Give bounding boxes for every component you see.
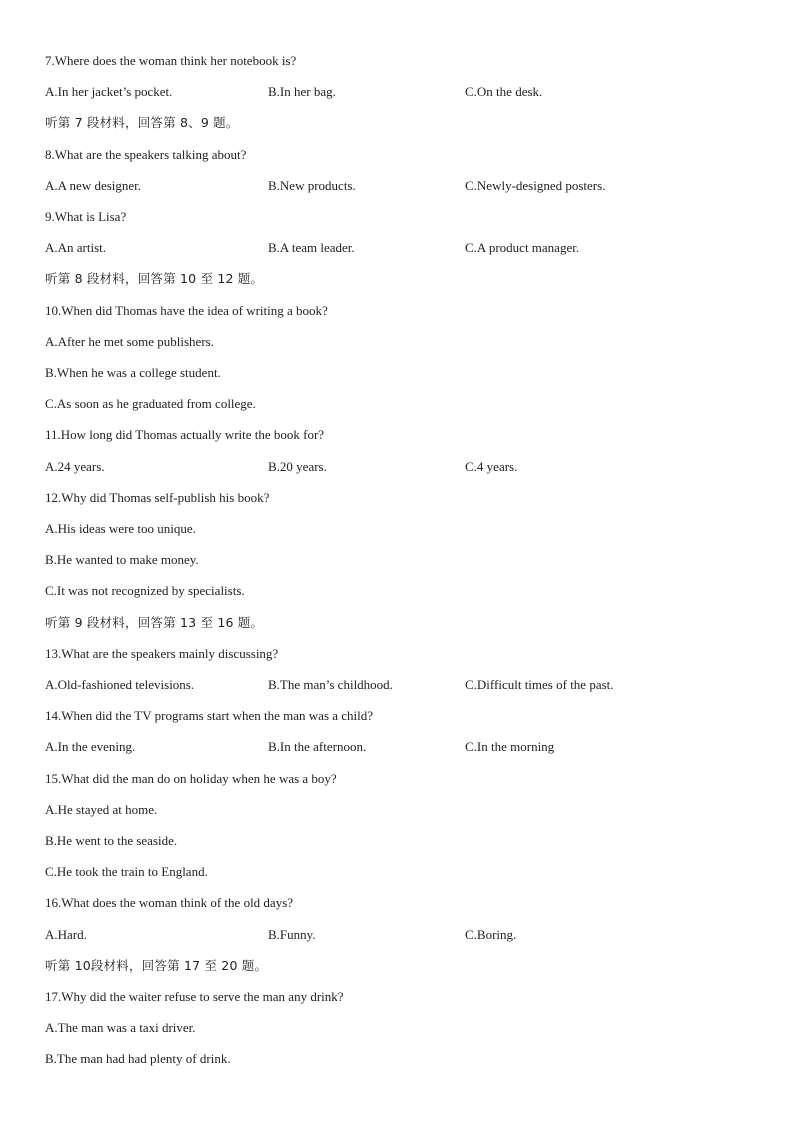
- q14-option-a: A.In the evening.: [45, 739, 136, 754]
- q7-option-c: C.On the desk.: [465, 84, 543, 99]
- q13-option-c: C.Difficult times of the past.: [465, 677, 614, 692]
- q16-option-b: B.Funny.: [268, 927, 316, 942]
- question-9-options: [45, 238, 745, 258]
- question-10: 10.When did Thomas have the idea of writing a book?: [45, 303, 328, 318]
- question-13-options: [45, 675, 745, 695]
- question-9: 9.What is Lisa?: [45, 209, 127, 224]
- q16-option-a: A.Hard.: [45, 927, 87, 942]
- question-11-options: [45, 457, 745, 477]
- q15-option-a: A.He stayed at home.: [45, 802, 158, 817]
- q11-option-b: B.20 years.: [268, 459, 327, 474]
- q12-option-c: C.It was not recognized by specialists.: [45, 583, 245, 598]
- section-heading-8: 听第 8 段材料，回答第 10 至 12 题。: [45, 271, 264, 286]
- q7-option-a: A.In her jacket’s pocket.: [45, 84, 173, 99]
- q17-option-a: A.The man was a taxi driver.: [45, 1020, 196, 1035]
- q8-option-b: B.New products.: [268, 178, 356, 193]
- q12-option-a: A.His ideas were too unique.: [45, 521, 196, 536]
- question-12: 12.Why did Thomas self-publish his book?: [45, 490, 270, 505]
- question-11: 11.How long did Thomas actually write the book for?: [45, 427, 325, 442]
- question-7: 7.Where does the woman think her notebook is?: [45, 53, 297, 68]
- q9-option-b: B.A team leader.: [268, 240, 355, 255]
- q15-option-b: B.He went to the seaside.: [45, 833, 178, 848]
- question-16-options: [45, 925, 745, 945]
- question-8-options: [45, 176, 745, 196]
- q17-option-b: B.The man had had plenty of drink.: [45, 1051, 231, 1066]
- question-7-options: [45, 82, 745, 102]
- q9-option-a: A.An artist.: [45, 240, 107, 255]
- q16-option-c: C.Boring.: [465, 927, 517, 942]
- q8-option-c: C.Newly-designed posters.: [465, 178, 606, 193]
- q13-option-a: A.Old-fashioned televisions.: [45, 677, 195, 692]
- q11-option-a: A.24 years.: [45, 459, 105, 474]
- question-13: 13.What are the speakers mainly discussing?: [45, 646, 279, 661]
- q14-option-c: C.In the morning: [465, 739, 555, 754]
- q9-option-c: C.A product manager.: [465, 240, 580, 255]
- q15-option-c: C.He took the train to England.: [45, 864, 208, 879]
- question-8: 8.What are the speakers talking about?: [45, 147, 247, 162]
- q14-option-b: B.In the afternoon.: [268, 739, 367, 754]
- q10-option-b: B.When he was a college student.: [45, 365, 221, 380]
- q10-option-a: A.After he met some publishers.: [45, 334, 214, 349]
- question-14: 14.When did the TV programs start when the man was a child?: [45, 708, 374, 723]
- q11-option-c: C.4 years.: [465, 459, 518, 474]
- q7-option-b: B.In her bag.: [268, 84, 336, 99]
- question-17: 17.Why did the waiter refuse to serve the man any drink?: [45, 989, 344, 1004]
- section-heading-9: 听第 9 段材料，回答第 13 至 16 题。: [45, 615, 264, 630]
- q13-option-b: B.The man’s childhood.: [268, 677, 393, 692]
- q8-option-a: A.A new designer.: [45, 178, 142, 193]
- question-15: 15.What did the man do on holiday when he was a boy?: [45, 771, 337, 786]
- q12-option-b: B.He wanted to make money.: [45, 552, 199, 567]
- section-heading-7: 听第 7 段材料，回答第 8、9 题。: [45, 115, 239, 130]
- q10-option-c: C.As soon as he graduated from college.: [45, 396, 256, 411]
- section-heading-10: 听第 10段材料，回答第 17 至 20 题。: [45, 958, 268, 973]
- question-16: 16.What does the woman think of the old days?: [45, 895, 294, 910]
- question-14-options: [45, 737, 745, 757]
